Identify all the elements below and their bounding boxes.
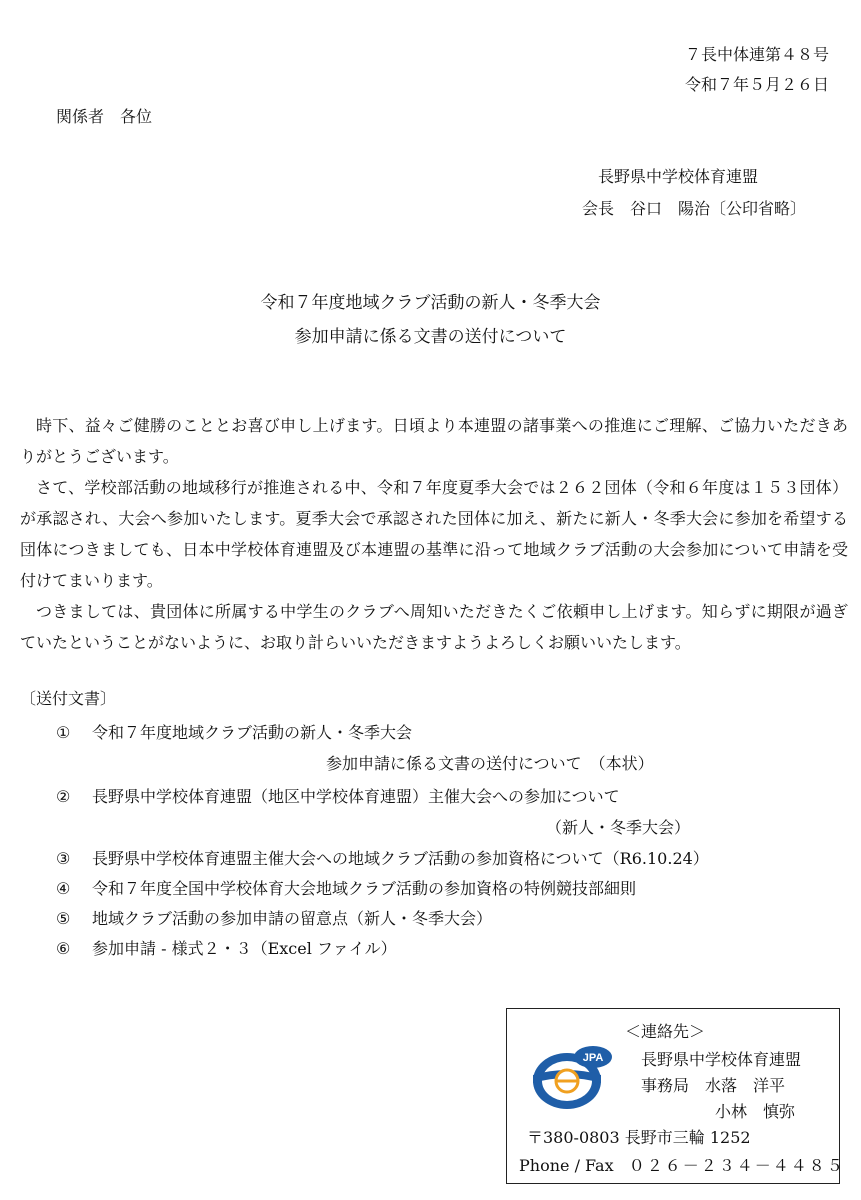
item-text: 長野県中学校体育連盟主催大会への地域クラブ活動の参加資格について（R6.10.24） bbox=[92, 849, 709, 868]
document-item-2-continuation: （新人・冬季大会） bbox=[546, 818, 691, 837]
documents-heading: 〔送付文書〕 bbox=[20, 689, 117, 708]
document-item-1-continuation: 参加申請に係る文書の送付について （本状） bbox=[326, 754, 654, 773]
document-date: 令和７年５月２６日 bbox=[684, 75, 829, 94]
body-paragraph-2: さて、学校部活動の地域移行が推進される中、令和７年度夏季大会では２６２団体（令和６年度は１５３団体）が承認され、大会へ参加いたします。夏季大会で承認された団体に加え、新たに新人・冬季大会に参加を希望する団体につきましても、日本中学校体育連盟及び本連盟の基準に沿って地域クラブ活動の大会参加について申請を受付けてまいります。 bbox=[20, 478, 848, 590]
logo-text: JPA bbox=[582, 1052, 604, 1064]
item-number: ④ bbox=[56, 879, 71, 898]
item-number: ② bbox=[56, 787, 71, 806]
item-number: ③ bbox=[56, 849, 71, 868]
document-title-line2: 参加申請に係る文書の送付について bbox=[294, 327, 567, 347]
document-item-4 bbox=[56, 876, 636, 899]
item-text: 参加申請 - 様式２・３（Excel ファイル） bbox=[92, 939, 397, 958]
jpa-logo-icon bbox=[527, 1041, 621, 1113]
document-item-3 bbox=[56, 846, 709, 869]
contact-office: 事務局 水落 洋平 bbox=[641, 1076, 786, 1095]
document-item-2 bbox=[56, 784, 620, 807]
jpa-logo bbox=[527, 1041, 621, 1113]
document-title-line1: 令和７年度地域クラブ活動の新人・冬季大会 bbox=[260, 293, 601, 313]
contact-office-second: 小林 慎弥 bbox=[715, 1102, 796, 1121]
item-text: 地域クラブ活動の参加申請の留意点（新人・冬季大会） bbox=[92, 909, 493, 928]
phone-label: Phone / Fax bbox=[519, 1156, 614, 1175]
body-paragraph-1: 時下、益々ご健勝のこととお喜び申し上げます。日頃より本連盟の諸事業への推進にご理解、ご協力いただきありがとうございます。 bbox=[20, 416, 848, 466]
item-number: ⑤ bbox=[56, 909, 71, 928]
document-number: ７長中体連第４８号 bbox=[684, 45, 829, 64]
item-text: 令和７年度地域クラブ活動の新人・冬季大会 bbox=[92, 723, 413, 742]
contact-heading: ＜連絡先＞ bbox=[625, 1022, 706, 1041]
contact-address: 〒380-0803 長野市三輪 1252 bbox=[527, 1128, 751, 1147]
document-item-1 bbox=[56, 720, 412, 743]
item-number: ⑥ bbox=[56, 939, 71, 958]
contact-box bbox=[506, 1008, 845, 1184]
sender-organization: 長野県中学校体育連盟 bbox=[598, 167, 759, 186]
item-text: 長野県中学校体育連盟（地区中学校体育連盟）主催大会への参加について bbox=[92, 787, 620, 806]
recipient: 関係者 各位 bbox=[56, 107, 153, 126]
item-text: 令和７年度全国中学校体育大会地域クラブ活動の参加資格の特例競技部細則 bbox=[92, 879, 637, 898]
contact-organization: 長野県中学校体育連盟 bbox=[641, 1050, 802, 1069]
document-item-5 bbox=[56, 906, 492, 929]
phone-number: ０２６－２３４－４４８５ bbox=[628, 1156, 845, 1175]
contact-phone-row bbox=[519, 1153, 845, 1176]
item-number: ① bbox=[56, 723, 71, 742]
document-item-6 bbox=[56, 936, 397, 959]
sender-name: 会長 谷口 陽治〔公印省略〕 bbox=[582, 199, 807, 218]
body-paragraph-3: つきましては、貴団体に所属する中学生のクラブへ周知いただきたくご依頼申し上げます。知らずに期限が過ぎていたということがないように、お取り計らいいただきますようよろしくお願いいたします。 bbox=[20, 602, 848, 652]
